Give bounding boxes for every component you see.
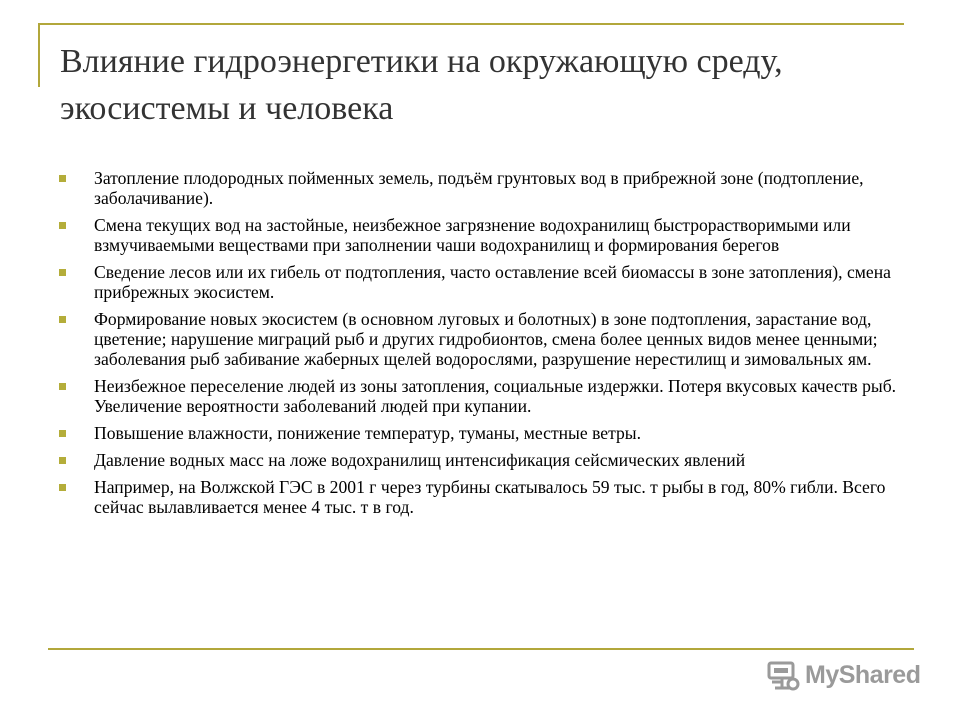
bullet-text: Сведение лесов или их гибель от подтопления, часто оставление всей биомассы в зоне затопления), смена прибрежных экосистем.	[94, 262, 891, 302]
bullet-text: Повышение влажности, понижение температур, туманы, местные ветры.	[94, 423, 642, 443]
bullet-text: Затопление плодородных пойменных земель, подъём грунтовых вод в прибрежной зоне (подтопление, заболачивание).	[94, 168, 864, 208]
square-bullet-icon	[59, 457, 66, 464]
bullet-list	[56, 168, 904, 524]
bullet-item	[56, 262, 904, 302]
bullet-text: Давление водных масс на ложе водохранилищ интенсификация сейсмических явлений	[94, 450, 746, 470]
bullet-item	[56, 450, 904, 470]
bullet-item	[56, 376, 904, 416]
bullet-item	[56, 168, 904, 208]
left-divider	[38, 23, 40, 87]
square-bullet-icon	[59, 222, 66, 229]
square-bullet-icon	[59, 316, 66, 323]
bullet-item	[56, 215, 904, 255]
bullet-item	[56, 477, 904, 517]
myshared-watermark[interactable]	[766, 657, 926, 693]
slide-title: Влияние гидроэнергетики на окружающую среду, экосистемы и человека	[60, 43, 783, 127]
bullet-text: Формирование новых экосистем (в основном луговых и болотных) в зоне подтопления, зарастание вод, цветение; нарушение миграций рыб и других гидробионтов, смена более ценных видов менее ценными; заболевания рыб забивание жаберных щелей водорослями, разрушение нерестилищ и зимовальных ям.	[94, 309, 878, 369]
bullet-text: Неизбежное переселение людей из зоны затопления, социальные издержки. Потеря вкусовых качеств рыб. Увеличение вероятности заболеваний людей при купании.	[94, 376, 897, 416]
square-bullet-icon	[59, 269, 66, 276]
square-bullet-icon	[59, 484, 66, 491]
bullet-text: Смена текущих вод на застойные, неизбежное загрязнение водохранилищ быстрорастворимыми или взмучиваемыми веществами при заполнении чаши водохранилищ и формирования берегов	[94, 215, 851, 255]
bullet-item	[56, 309, 904, 369]
square-bullet-icon	[59, 430, 66, 437]
square-bullet-icon	[59, 175, 66, 182]
bullet-text: Например, на Волжской ГЭС в 2001 г через турбины скатывалось 59 тыс. т рыбы в год, 80% гибли. Всего сейчас вылавливается менее 4 тыс. т в год.	[94, 477, 886, 517]
top-divider	[38, 23, 904, 25]
myshared-logo-icon	[766, 658, 800, 692]
square-bullet-icon	[59, 383, 66, 390]
bottom-divider	[48, 648, 914, 650]
bullet-item	[56, 423, 904, 443]
watermark-text: MyShared	[805, 660, 921, 689]
